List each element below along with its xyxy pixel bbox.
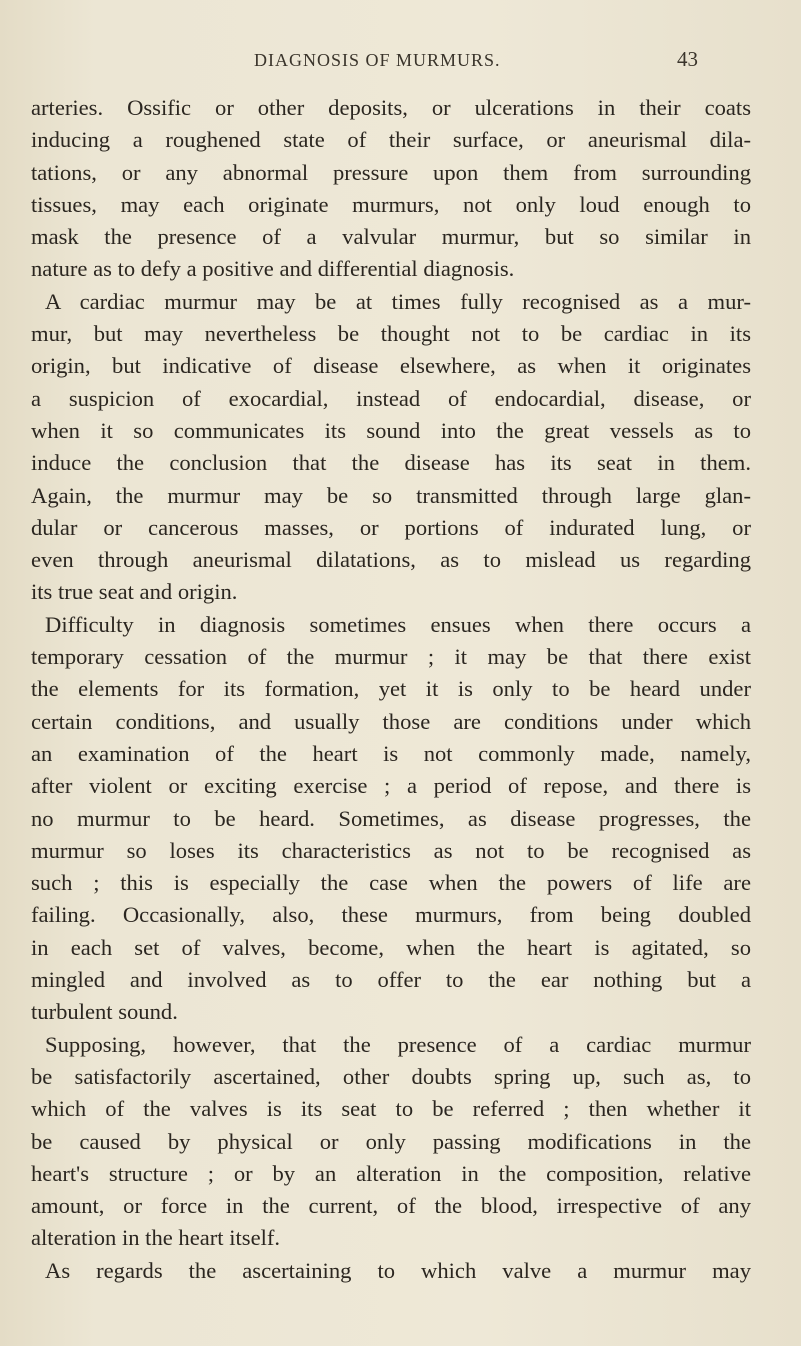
running-header — [0, 44, 801, 74]
running-head-title: DIAGNOSIS OF MURMURS. — [254, 50, 501, 70]
text-line: turbulent sound. — [31, 999, 178, 1025]
text-line: Supposing, however, that the presence of a cardiac murmur — [45, 1031, 751, 1057]
text-line: Again, the murmur may be so transmitted through large glan- — [31, 482, 751, 508]
text-line: failing. Occasionally, also, these murmurs, from being doubled — [31, 902, 751, 928]
text-line: a suspicion of exocardial, instead of endocardial, disease, or — [31, 385, 751, 411]
text-line: induce the conclusion that the disease has its seat in them. — [31, 450, 751, 476]
text-line: amount, or force in the current, of the blood, irrespective of any — [31, 1193, 751, 1219]
text-line: after violent or exciting exercise ; a period of repose, and there is — [31, 773, 751, 799]
text-line: no murmur to be heard. Sometimes, as disease progresses, the — [31, 805, 751, 831]
text-line: murmur so loses its characteristics as not to be recognised as — [31, 837, 751, 863]
text-line: even through aneurismal dilatations, as to mislead us regarding — [31, 547, 751, 573]
text-line: an examination of the heart is not commonly made, namely, — [31, 740, 751, 766]
text-line: mingled and involved as to offer to the ear nothing but a — [31, 967, 751, 993]
text-line: its true seat and origin. — [31, 579, 238, 605]
text-line: arteries. Ossific or other deposits, or ulcerations in their coats — [31, 95, 751, 120]
text-line: tations, or any abnormal pressure upon them from surrounding — [31, 159, 751, 185]
body-text — [31, 92, 751, 1287]
text-line: mur, but may nevertheless be thought not to be cardiac in its — [31, 321, 751, 347]
text-line: heart's structure ; or by an alteration in the composition, relative — [31, 1160, 751, 1186]
page-number: 43 — [677, 47, 698, 71]
text-line: alteration in the heart itself. — [31, 1225, 281, 1251]
text-line: tissues, may each originate murmurs, not only loud enough to — [31, 191, 751, 217]
text-line: origin, but indicative of disease elsewhere, as when it originates — [31, 353, 751, 379]
text-line: the elements for its formation, yet it is only to be heard under — [31, 676, 751, 702]
text-line: nature as to defy a positive and differential diagnosis. — [31, 256, 515, 282]
text-line: Difficulty in diagnosis sometimes ensues when there occurs a — [45, 611, 751, 637]
text-line: temporary cessation of the murmur ; it may be that there exist — [31, 644, 751, 670]
text-line: mask the presence of a valvular murmur, but so similar in — [31, 224, 751, 250]
text-line: when it so communicates its sound into the great vessels as to — [31, 417, 751, 443]
text-line: be satisfactorily ascertained, other doubts spring up, such as, to — [31, 1063, 751, 1089]
text-line: such ; this is especially the case when the powers of life are — [31, 870, 751, 896]
text-line: be caused by physical or only passing modifications in the — [31, 1128, 751, 1154]
text-line: in each set of valves, become, when the heart is agitated, so — [31, 934, 751, 960]
text-line: certain conditions, and usually those are conditions under which — [31, 708, 751, 734]
text-line: inducing a roughened state of their surface, or aneurismal dila- — [31, 127, 751, 153]
text-line: A cardiac murmur may be at times fully recognised as a mur- — [45, 288, 751, 314]
text-line: dular or cancerous masses, or portions of indurated lung, or — [31, 514, 751, 540]
text-line: As regards the ascertaining to which valve a murmur may — [45, 1257, 751, 1283]
text-line: which of the valves is its seat to be referred ; then whether it — [31, 1096, 751, 1122]
